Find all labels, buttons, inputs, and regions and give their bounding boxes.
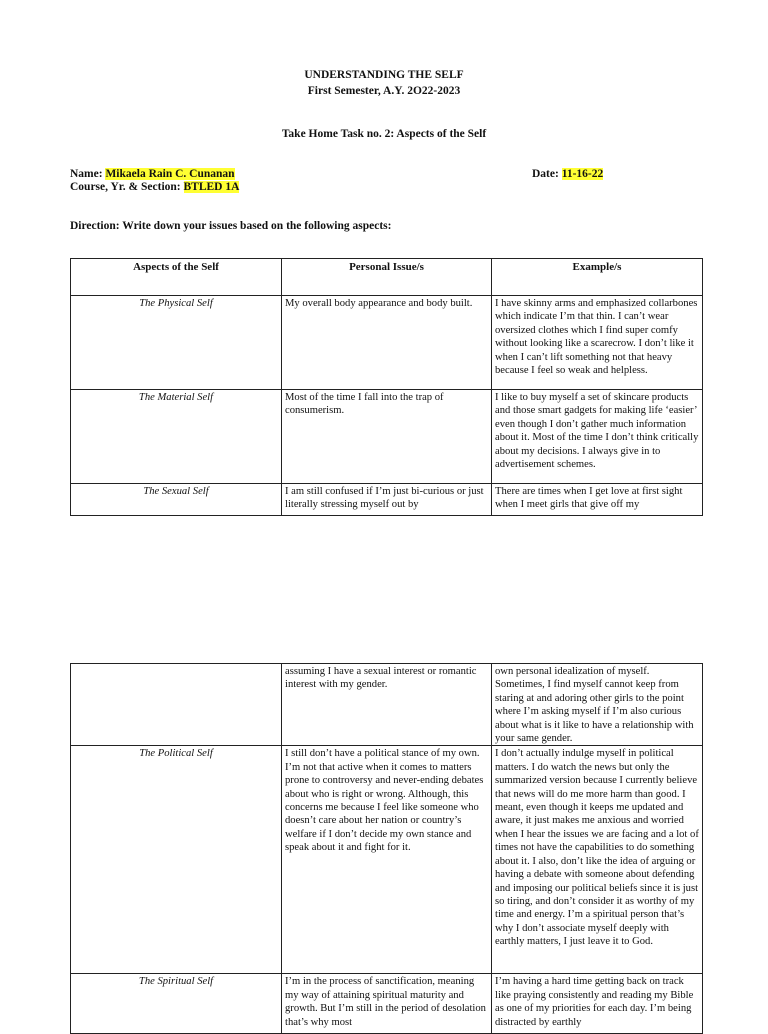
example-cell: I don’t actually indulge myself in political matters. I do watch the news but only the summarized version because I currently believe that news will do me more harm than good. I meant, even though it keeps me updated and aware, it just makes me anxious and worried when I hear the issues we are facing and a lot of times not have the capabilities to do something about it. I also, don’t like the idea of arguing or having a debate with someone about defending and imposing our political beliefs since it is just so tiring, and don’t consider it as worthy of my time and energy. I’m a spiritual person that’s why I don’t associate myself deeply with earthly matters, I just leave it to God. — [492, 746, 703, 974]
aspect-cell: The Sexual Self — [71, 484, 282, 516]
header-aspects: Aspects of the Self — [71, 259, 282, 296]
header-examples: Example/s — [492, 259, 703, 296]
issue-cell: I still don’t have a political stance of my own. I’m not that active when it comes to matters prone to controversy and never-ending debates about who is right or wrong. Although, this concerns me because I feel like someone who doesn’t care about her nation or country’s welfare if I don’t decide my own stance and speak about it and fight for it. — [282, 746, 492, 974]
table-row — [71, 746, 703, 974]
table-row — [71, 296, 703, 390]
example-cell: I like to buy myself a set of skincare products and those smart gadgets for making life ‘easier’ even though I don’t gather much information about it. Most of the time I don’t think critically about my decisions. I always give in to advertisement schemes. — [492, 390, 703, 484]
example-cell: There are times when I get love at first sight when I meet girls that give off my — [492, 484, 703, 516]
aspects-table-page-2 — [70, 663, 703, 1034]
direction-text: Direction: Write down your issues based on the following aspects: — [70, 220, 392, 232]
issue-cell: I am still confused if I’m just bi-curious or just literally stressing myself out by — [282, 484, 492, 516]
table-row — [71, 484, 703, 516]
issue-cell: I’m in the process of sanctification, meaning my way of attaining spiritual maturity and growth. But I’m still in the period of desolation that’s why most — [282, 974, 492, 1034]
aspect-cell: The Spiritual Self — [71, 974, 282, 1034]
aspect-cell: The Political Self — [71, 746, 282, 974]
table-row — [71, 974, 703, 1034]
table-row — [71, 664, 703, 746]
header-personal-issues: Personal Issue/s — [282, 259, 492, 296]
course-line — [70, 180, 239, 194]
issue-cell: My overall body appearance and body built. — [282, 296, 492, 390]
issue-cell: assuming I have a sexual interest or romantic interest with my gender. — [282, 664, 492, 746]
issue-cell: Most of the time I fall into the trap of consumerism. — [282, 390, 492, 484]
name-line — [70, 167, 235, 181]
aspect-cell — [71, 664, 282, 746]
table-header-row — [71, 259, 703, 296]
course-value: BTLED 1A — [183, 181, 240, 193]
date-label: Date: — [532, 168, 559, 180]
example-cell: I’m having a hard time getting back on track like praying consistently and reading my Bible as one of my priorities for each day. I’m being distracted by earthly — [492, 974, 703, 1034]
aspect-cell: The Physical Self — [71, 296, 282, 390]
date-value: 11-16-22 — [561, 168, 604, 180]
aspect-cell: The Material Self — [71, 390, 282, 484]
task-title: Take Home Task no. 2: Aspects of the Self — [281, 128, 487, 140]
course-label: Course, Yr. & Section: — [70, 181, 181, 193]
course-title: UNDERSTANDING THE SELF — [304, 69, 464, 81]
table-row — [71, 390, 703, 484]
semester-line: First Semester, A.Y. 2O22-2023 — [307, 85, 461, 97]
name-label: Name: — [70, 168, 103, 180]
example-cell: own personal idealization of myself. Sometimes, I find myself cannot keep from staring at and adoring other girls to the point where I’m asking myself if I’m also curious about what is it like to have a relationship with your same gender. — [492, 664, 703, 746]
example-cell: I have skinny arms and emphasized collarbones which indicate I’m that thin. I can’t wear oversized clothes which I find super comfy without looking like a scarecrow. I don’t like it when I can’t lift something not that heavy because I feel so weak and helpless. — [492, 296, 703, 390]
name-value: Mikaela Rain C. Cunanan — [105, 168, 235, 180]
aspects-table-page-1 — [70, 258, 703, 516]
date-line — [532, 167, 603, 181]
